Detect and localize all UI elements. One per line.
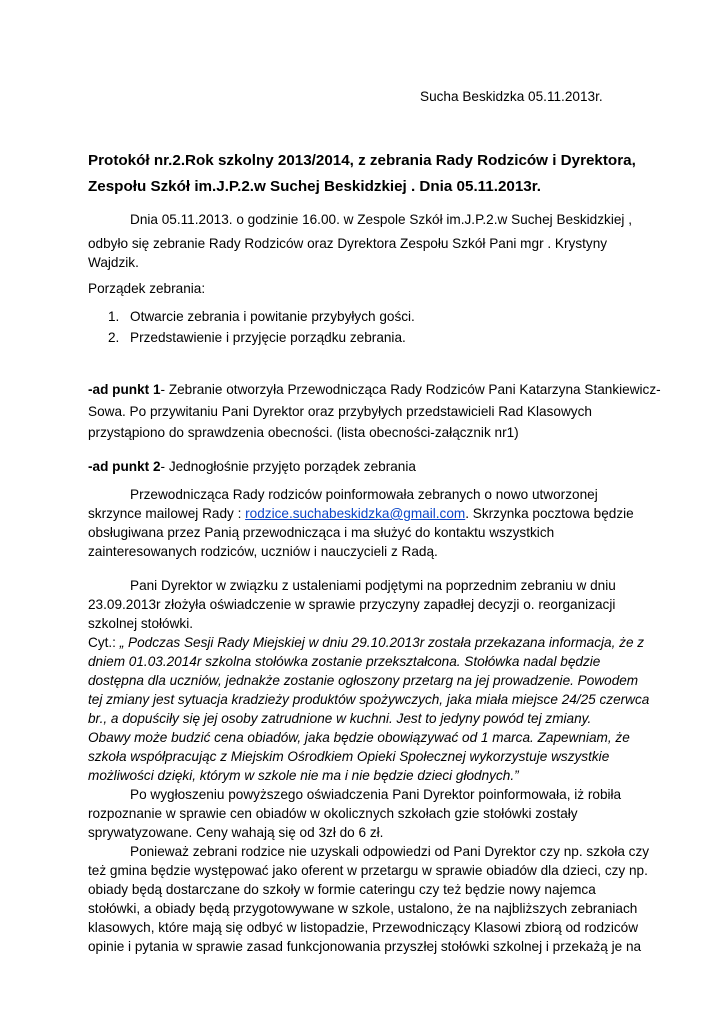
email-par-suffix: . Skrzynka pocztowa będzie (465, 506, 634, 521)
agenda-item-text: Otwarcie zebrania i powitanie przybyłych gości. (130, 309, 415, 324)
quote-line-2: dniem 01.03.2014r szkolna stołówka zostanie przekształcona. Stołówka nadal będzie (88, 654, 601, 669)
quote-text: „ Podczas Sesji Rady Miejskiej w dniu 29.10.2013r została przekazana informacja, że z (119, 635, 645, 650)
agenda-item-number: 2. (108, 330, 120, 345)
email-par-prefix: skrzynce mailowej Rady : (88, 506, 246, 521)
final-line-3: obiady będą dostarczane do szkoły w formie cateringu czy też będzie nowy najemca (88, 882, 596, 897)
email-link[interactable]: rodzice.suchabeskidzka@gmail.com (245, 506, 466, 521)
director-line-3: szkolnej stołówki. (88, 616, 194, 631)
email-par-line-1: Przewodnicząca Rady rodziców poinformowała zebranych o nowo utworzonej (130, 487, 598, 502)
agenda-heading: Porządek zebrania: (88, 281, 206, 296)
final-line-4: stołówki, a obiady będą przygotowywane w szkole, ustalono, że na najbliższych zebraniach (88, 901, 638, 916)
point1-line-3: przystąpiono do sprawdzenia obecności. (lista obecności-załącznik nr1) (88, 425, 519, 440)
point1-label: -ad punkt 1 (88, 382, 161, 397)
quote-line-3: dostępna dla uczniów, jednakże zostanie ogłoszony przetarg na jej prowadzenie. Powodem (88, 673, 639, 688)
director-line-1: Pani Dyrektor w związku z ustaleniami podjętymi na poprzednim zebraniu w dniu (130, 578, 616, 593)
final-line-5: klasowych, które mają się odbyć w listopadzie, Przewodniczący Klasowi zbiorą od rodziców (88, 920, 639, 935)
place-date: Sucha Beskidzka 05.11.2013r. (420, 89, 603, 104)
quote-line-4: tej zmiany jest sytuacja kradzieży produktów spożywczych, jaka miała miejsce 24/25 czerwca (88, 692, 650, 707)
point1-line-2: Sowa. Po przywitaniu Pani Dyrektor oraz przybyłych przedstawicieli Rad Klasowych (88, 404, 592, 419)
director-line-2: 23.09.2013r złożyła oświadczenie w sprawie przyczyny zapadłej decyzji o. reorganizacji (88, 597, 616, 612)
quote-line-6: Obawy może budzić cena obiadów, jaka będzie obowiązywać od 1 marca. Zapewniam, że (88, 730, 630, 745)
intro-line-2: odbyło się zebranie Rady Rodziców oraz Dyrektora Zespołu Szkół Pani mgr . Krystyny (88, 236, 608, 251)
point2-line (88, 458, 416, 475)
after-line-1: Po wygłoszeniu powyższego oświadczenia Pani Dyrektor poinformowała, iż robiła (130, 787, 622, 802)
agenda-item-number: 1. (108, 309, 120, 324)
after-line-2: rozpoznanie w sprawie cen obiadów w okolicznych szkołach gzie stołówki zostały (88, 806, 578, 821)
quote-label: Cyt.: (88, 635, 120, 650)
agenda-item (108, 308, 415, 325)
final-line-2: też gmina będzie występować jako oferent w przetargu w sprawie obiadów dla dzieci, czy np. (88, 863, 648, 878)
intro-line-3: Wajdzik. (88, 255, 139, 270)
quote-line-1 (88, 634, 644, 651)
agenda-item (108, 329, 406, 346)
quote-line-5: br., a dopuściły się jej osoby zatrudnione w kuchni. Jest to jedyny powód tej zmiany. (88, 711, 592, 726)
agenda-item-text: Przedstawienie i przyjęcie porządku zebrania. (130, 330, 406, 345)
email-par-line-3: obsługiwana przez Panią przewodnicząca i ma służyć do kontaktu wszystkich (88, 525, 555, 540)
point2-text: - Jednogłośnie przyjęto porządek zebrania (160, 459, 416, 474)
title-line-1: Protokół nr.2.Rok szkolny 2013/2014, z zebrania Rady Rodziców i Dyrektora, (88, 152, 636, 169)
final-line-6: opinie i pytania w sprawie zasad funkcjonowania przyszłej stołówki szkolnej i przekażą je na (88, 939, 642, 954)
point1-line-1 (88, 381, 661, 398)
quote-line-8: możliwości dzięki, którym w szkole nie ma i nie będzie dzieci głodnych.” (88, 768, 519, 783)
final-line-1: Ponieważ zebrani rodzice nie uzyskali odpowiedzi od Pani Dyrektor czy np. szkoła czy (130, 844, 650, 859)
quote-line-7: szkoła współpracując z Miejskim Ośrodkiem Opieki Społecznej wykorzystuje wszystkie (88, 749, 610, 764)
point2-label: -ad punkt 2 (88, 459, 161, 474)
email-par-line-4: zainteresowanych rodziców, uczniów i nauczycieli z Radą. (88, 544, 438, 559)
title-line-2: Zespołu Szkół im.J.P.2.w Suchej Beskidzkiej . Dnia 05.11.2013r. (88, 178, 542, 195)
intro-line-1: Dnia 05.11.2013. o godzinie 16.00. w Zespole Szkół im.J.P.2.w Suchej Beskidzkiej , (130, 212, 632, 227)
point1-text: - Zebranie otworzyła Przewodnicząca Rady Rodziców Pani Katarzyna Stankiewicz- (160, 382, 661, 397)
after-line-3: sprywatyzowane. Ceny wahają się od 3zł do 6 zł. (88, 825, 384, 840)
email-par-line-2 (88, 505, 634, 522)
